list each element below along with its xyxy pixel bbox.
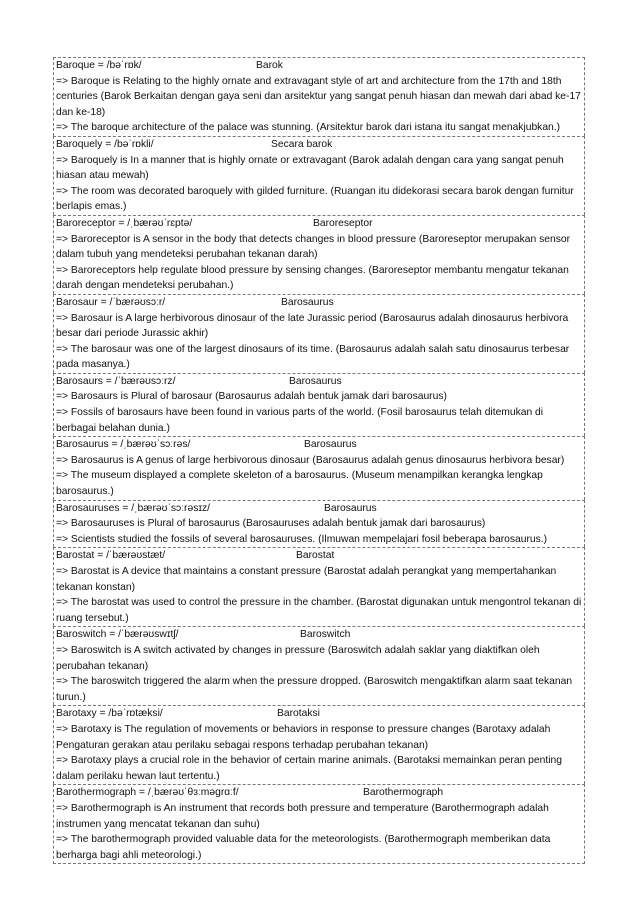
entry-definition: => Baroque is Relating to the highly ornate and extravagant style of art and architecture from the 17th and 18th centuries (Barok Berkaitan dengan gaya seni dan arsitektur yang sangat penuh hiasan dan mewah dari abad ke-17 dan ke-18) <box>56 75 581 118</box>
entry-example: => The room was decorated baroquely with gilded furniture. (Ruangan itu didekorasi secara barok dengan furnitur berlapis emas.) <box>56 185 574 213</box>
entry-example: => Scientists studied the fossils of several barosauruses. (Ilmuwan mempelajari fosil beberapa barosaurus.) <box>56 533 548 545</box>
entry-term: Barosaurus = /ˌbærəʊˈsɔːrəs/ <box>56 439 191 451</box>
entry-translation: Barosaurus <box>289 375 342 387</box>
entry-definition: => Baroquely is In a manner that is highly ornate or extravagant (Barok adalah dengan cara yang sangat penuh hiasan atau mewah) <box>56 154 564 182</box>
entry-example: => The barothermograph provided valuable data for the meteorologists. (Barothermograph memberikan data berharga bagi ahli meteorologi.) <box>56 834 551 861</box>
entry-example: => The barosaur was one of the largest dinosaurs of its time. (Barosaurus adalah salah satu dinosaurus terbesar pada masanya.) <box>56 343 570 371</box>
entry-heading <box>56 501 582 517</box>
entry-heading <box>56 548 582 564</box>
glossary-entry <box>53 57 585 136</box>
entry-translation: Barosaurus <box>324 502 377 514</box>
entry-term: Baroquely = /bəˈrɒkli/ <box>56 138 154 150</box>
entry-heading <box>56 58 582 74</box>
entry-definition: => Barosaurus is A genus of large herbivorous dinosaur (Barosaurus adalah genus dinosaurus herbivora besar) <box>56 454 565 466</box>
entry-translation: Barosaurus <box>281 296 334 308</box>
entry-translation: Barotaksi <box>277 708 320 720</box>
entry-example: => The baroswitch triggered the alarm when the pressure dropped. (Baroswitch mengaktifkan alarm saat tekanan turun.) <box>56 676 573 703</box>
entry-term: Barosaur = /ˈbærəʊsɔːr/ <box>56 296 166 308</box>
glossary-entry <box>53 705 585 784</box>
glossary-document <box>53 57 585 864</box>
entry-translation: Barok <box>256 60 283 71</box>
glossary-entry <box>53 215 585 294</box>
entry-heading <box>56 216 582 232</box>
entry-term: Barostat = /ˈbærəʊstæt/ <box>56 550 166 562</box>
entry-definition: => Baroswitch is A switch activated by changes in pressure (Baroswitch adalah saklar yang diaktifkan oleh perubahan tekanan) <box>56 644 540 672</box>
entry-definition: => Barosauruses is Plural of barosaurus (Barosauruses adalah bentuk jamak dari barosaurus) <box>56 518 486 530</box>
glossary-entry <box>53 294 585 373</box>
entry-term: Barosauruses = /ˌbærəʊˈsɔːrəsɪz/ <box>56 502 211 514</box>
entry-definition: => Baroreceptor is A sensor in the body that detects changes in blood pressure (Baroreseptor merupakan sensor dalam tubuh yang mendeteksi perubahan tekanan darah) <box>56 233 570 261</box>
entry-definition: => Barotaxy is The regulation of movements or behaviors in response to pressure changes (Barotaxy adalah Pengaturan gerakan atau perilaku sebagai respons terhadap perubahan tekanan) <box>56 723 551 751</box>
entry-example: => Fossils of barosaurs have been found in various parts of the world. (Fosil barosaurus telah ditemukan di berbagai belahan dunia.) <box>56 407 544 434</box>
glossary-entry <box>53 784 585 864</box>
entry-term: Barosaurs = /ˈbærəʊsɔːrz/ <box>56 375 176 387</box>
entry-definition: => Barostat is A device that maintains a constant pressure (Barostat adalah perangkat yang mempertahankan tekanan konstan) <box>56 566 557 593</box>
glossary-entry <box>53 626 585 705</box>
entry-heading <box>56 295 582 311</box>
entry-example: => Baroreceptors help regulate blood pressure by sensing changes. (Baroreseptor membantu mengatur tekanan darah dengan mendeteksi perubahan.) <box>56 264 569 292</box>
entry-term: Baroreceptor = /ˌbærəʊˈrɛptə/ <box>56 217 193 229</box>
entry-term: Baroque = /bəˈrɒk/ <box>56 60 142 71</box>
entry-heading <box>56 374 582 390</box>
entry-translation: Barostat <box>296 550 335 562</box>
entry-example: => Barotaxy plays a crucial role in the behavior of certain marine animals. (Barotaksi memainkan peran penting dalam perilaku hewan laut tertentu.) <box>56 755 562 782</box>
glossary-entry <box>53 500 585 548</box>
entry-definition: => Barosaur is A large herbivorous dinosaur of the late Jurassic period (Barosaurus adalah dinosaurus herbivora besar dari periode Jurassic akhir) <box>56 312 569 340</box>
entry-heading <box>56 137 582 153</box>
entry-definition: => Barosaurs is Plural of barosaur (Barosaurus adalah bentuk jamak dari barosaurus) <box>56 391 447 403</box>
entry-translation: Baroswitch <box>300 629 351 641</box>
glossary-entry <box>53 547 585 626</box>
entry-translation: Barosaurus <box>304 439 357 451</box>
entry-example: => The museum displayed a complete skeleton of a barosaurus. (Museum menampilkan kerangka lengkap barosaurus.) <box>56 470 543 498</box>
glossary-entry <box>53 373 585 436</box>
entry-definition: => Barothermograph is An instrument that records both pressure and temperature (Barothermograph adalah instrumen yang mencatat tekanan dan suhu) <box>56 802 549 830</box>
glossary-entry <box>53 136 585 215</box>
entry-example: => The barostat was used to control the pressure in the chamber. (Barostat digunakan untuk mengontrol tekanan di ruang tersebut.) <box>56 597 582 624</box>
entry-translation: Secara barok <box>271 138 333 150</box>
entry-term: Barothermograph = /ˌbærəʊˈθɜːməɡrɑːf/ <box>56 787 239 799</box>
entry-heading <box>56 706 582 722</box>
entry-translation: Barothermograph <box>363 787 444 799</box>
entry-heading <box>56 437 582 453</box>
entry-example: => The baroque architecture of the palace was stunning. (Arsitektur barok dari istana itu sangat menakjubkan.) <box>56 122 561 134</box>
entry-term: Barotaxy = /bəˈrɒtæksi/ <box>56 708 163 720</box>
entry-heading <box>56 785 582 801</box>
entry-heading <box>56 627 582 643</box>
entry-translation: Baroreseptor <box>313 217 373 229</box>
glossary-entry <box>53 436 585 499</box>
entry-term: Baroswitch = /ˈbærəʊswɪtʃ/ <box>56 629 179 641</box>
